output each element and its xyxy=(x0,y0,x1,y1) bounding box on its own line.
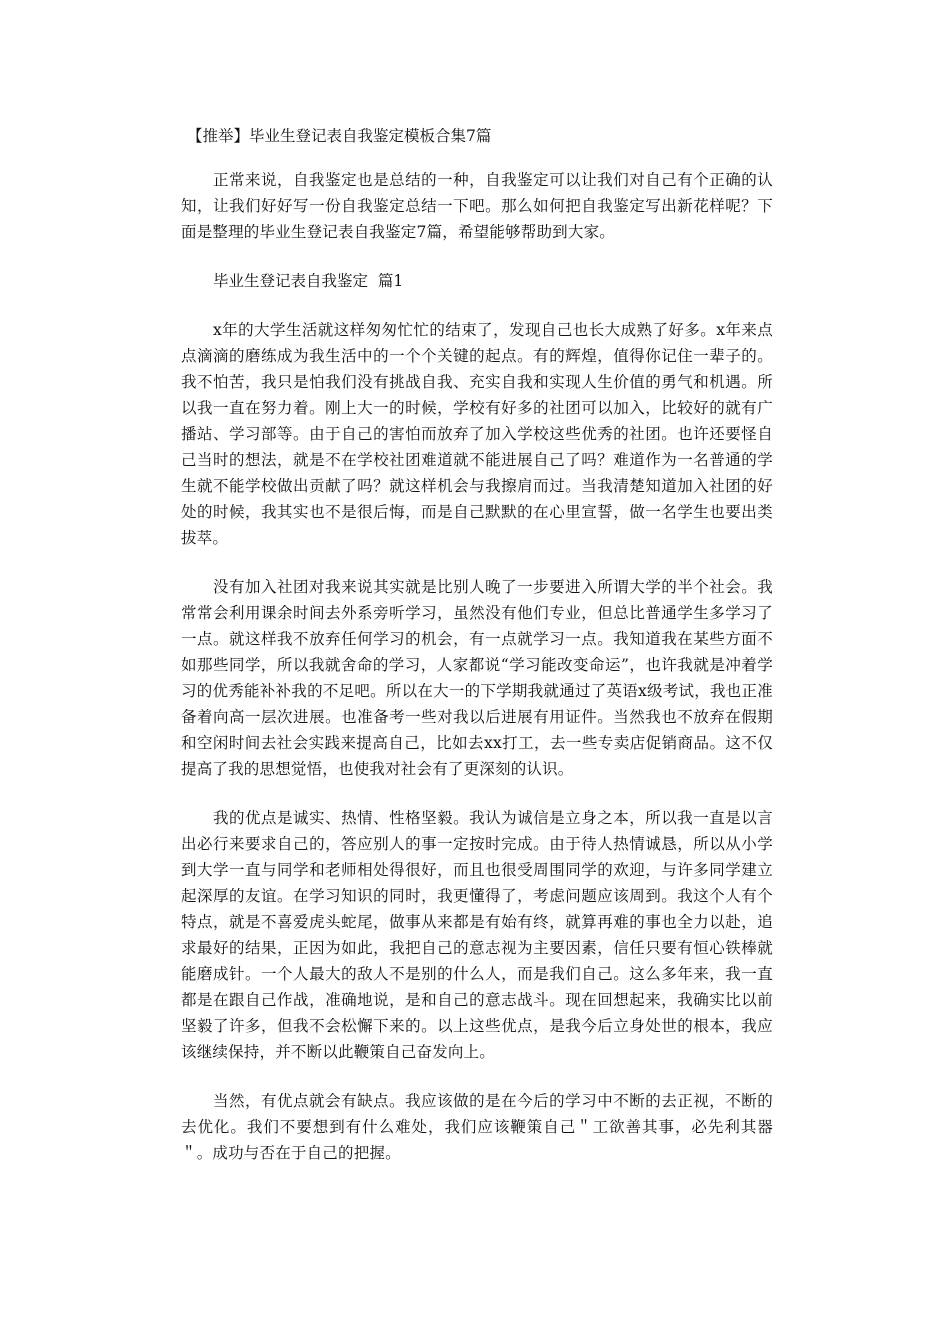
body-paragraph-1: x年的大学生活就这样匆匆忙忙的结束了，发现自己也长大成熟了好多。x年来点点滴滴的磨练成为我生活中的一个个关键的起点。有的辉煌，值得你记住一辈子的。我不怕苦，我只是怕我们没有挑战自我、充实自我和实现人生价值的勇气和机遇。所以我一直在努力着。刚上大一的时候，学校有好多的社团可以加入，比较好的就有广播站、学习部等。由于自己的害怕而放弃了加入学校这些优秀的社团。也许还要怪自己当时的想法，就是不在学校社团难道就不能进展自己了吗？难道作为一名普通的学生就不能学校做出贡献了吗？就这样机会与我擦肩而过。当我清楚知道加入社团的好处的时候，我其实也不是很后悔，而是自己默默的在心里宣誓，做一名学生也要出类拔萃。 xyxy=(181,321,773,547)
body-paragraph-4: 当然，有优点就会有缺点。我应该做的是在今后的学习中不断的去正视，不断的去优化。我们不要想到有什么难处，我们应该鞭策自己＂工欲善其事，必先利其器＂。成功与否在于自己的把握。 xyxy=(181,1092,773,1162)
document-page xyxy=(181,123,773,1189)
body-paragraph-2: 没有加入社团对我来说其实就是比别人晚了一步要进入所谓大学的半个社会。我常常会利用课余时间去外系旁听学习，虽然没有他们专业，但总比普通学生多学习了一点。就这样我不放弃任何学习的机会，有一点就学习一点。我知道我在某些方面不如那些同学，所以我就舍命的学习，人家都说“学习能改变命运”，也许我就是冲着学习的优秀能补补我的不足吧。所以在大一的下学期我就通过了英语x级考试，我也正准备着向高一层次进展。也准备考一些对我以后进展有用证件。当然我也不放弃在假期和空闲时间去社会实践来提高自己，比如去xx打工，去一些专卖店促销商品。这不仅提高了我的思想觉悟，也使我对社会有了更深刻的认识。 xyxy=(181,578,773,778)
body-paragraph-3: 我的优点是诚实、热情、性格坚毅。我认为诚信是立身之本，所以我一直是以言出必行来要求自己的，答应别人的事一定按时完成。由于待人热情诚恳，所以从小学到大学一直与同学和老师相处得很好，而且也很受周围同学的欢迎，与许多同学建立起深厚的友谊。在学习知识的同时，我更懂得了，考虑问题应该周到。我这个人有个特点，就是不喜爱虎头蛇尾，做事从来都是有始有终，就算再难的事也全力以赴，追求最好的结果，正因为如此，我把自己的意志视为主要因素，信任只要有恒心铁棒就能磨成针。一个人最大的敌人不是别的什么人，而是我们自己。这么多年来，我一直都是在跟自己作战，准确地说，是和自己的意志战斗。现在回想起来，我确实比以前坚毅了许多，但我不会松懈下来的。以上这些优点，是我今后立身处世的根本，我应该继续保持，并不断以此鞭策自己奋发向上。 xyxy=(181,809,773,1061)
intro-paragraph: 正常来说，自我鉴定也是总结的一种，自我鉴定可以让我们对自己有个正确的认知，让我们好好写一份自我鉴定总结一下吧。那么如何把自我鉴定写出新花样呢？下面是整理的毕业生登记表自我鉴定7篇，希望能够帮助到大家。 xyxy=(181,171,773,241)
document-title: 【推举】毕业生登记表自我鉴定模板合集7篇 xyxy=(187,127,492,145)
section-heading: 毕业生登记表自我鉴定 篇1 xyxy=(213,272,404,290)
